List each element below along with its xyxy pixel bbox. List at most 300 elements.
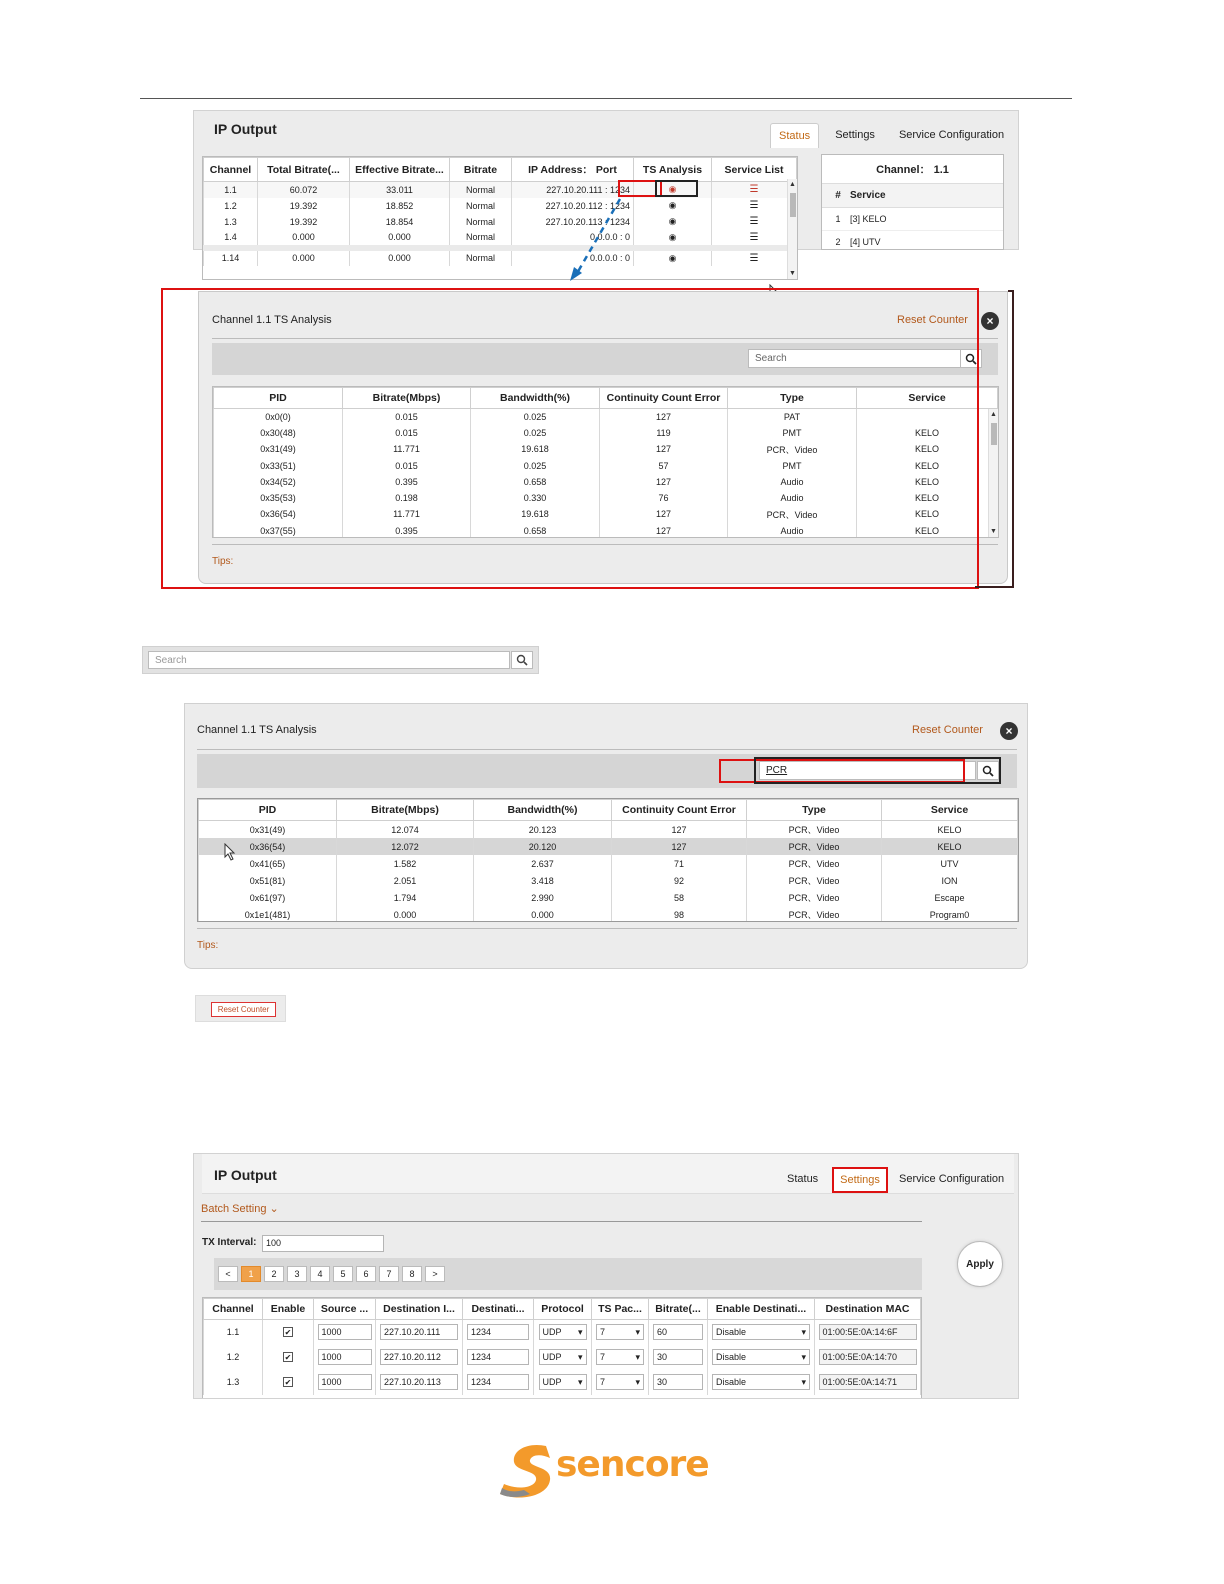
cell-total-bitrate: 0.000	[258, 248, 350, 266]
service-col-name: Service	[850, 190, 886, 201]
cell-cc-error: 127	[600, 506, 728, 523]
search-icon	[965, 353, 977, 365]
scroll-down-icon[interactable]: ▼	[990, 528, 997, 535]
mouse-cursor-icon	[224, 843, 236, 861]
cell-service: KELO	[882, 838, 1018, 855]
cell-type: PCR、Video	[747, 906, 882, 922]
list-icon[interactable]	[750, 184, 759, 194]
cell-service: UTV	[882, 855, 1018, 872]
protocol-select[interactable]	[539, 1349, 587, 1365]
cell-bitrate: Normal	[450, 230, 512, 248]
scroll-up-icon[interactable]: ▲	[990, 411, 997, 418]
enable-checkbox[interactable]	[283, 1377, 293, 1387]
col-bitrate[interactable]: Bitrate(...	[649, 1299, 708, 1320]
service-list-cell	[712, 248, 797, 266]
tab-service-configuration[interactable]: Service Configuration	[899, 1173, 1005, 1185]
cell-type: PCR、Video	[747, 889, 882, 906]
channel-table-scrollbar[interactable]	[787, 179, 797, 279]
reset-counter-link[interactable]: Reset Counter	[897, 314, 968, 326]
cell-cc-error: 127	[600, 409, 728, 425]
col-bitrate[interactable]: Bitrate(Mbps)	[343, 388, 471, 409]
settings-cell	[376, 1370, 463, 1395]
cell-pid: 0x31(49)	[199, 821, 337, 839]
cell-service: KELO	[857, 523, 998, 539]
col-bandwidth[interactable]: Bandwidth(%)	[474, 800, 612, 821]
page-button[interactable]: 4	[310, 1266, 330, 1282]
cell-bitrate: 0.198	[343, 490, 471, 506]
search-icon	[516, 654, 528, 666]
batch-setting-toggle[interactable]	[201, 1202, 279, 1215]
enable-destination-select[interactable]	[712, 1324, 810, 1340]
table-row[interactable]	[204, 198, 797, 214]
enable-checkbox[interactable]	[283, 1352, 293, 1362]
cell-type: PMT	[728, 458, 857, 474]
channel-table-wrap	[202, 156, 798, 280]
cell-pid: 0x61(97)	[199, 889, 337, 906]
source-port-input[interactable]: 1000	[318, 1374, 372, 1390]
scroll-thumb[interactable]	[991, 423, 997, 445]
cell-ip-port: 227.10.20.111 : 1234	[512, 182, 634, 198]
eye-icon[interactable]	[669, 184, 677, 194]
cell-cc-error: 98	[612, 906, 747, 922]
cell-bitrate: 0.015	[343, 458, 471, 474]
cell-pid: 0x31(49)	[214, 441, 343, 458]
cell-cc-error: 57	[600, 458, 728, 474]
tx-interval-label: TX Interval:	[202, 1237, 257, 1248]
settings-cell	[708, 1345, 815, 1370]
caret-down-icon	[578, 1377, 583, 1388]
table-row[interactable]	[199, 906, 1018, 922]
service-list-cell	[712, 182, 797, 198]
caret-down-icon	[635, 1377, 640, 1388]
popup-divider	[197, 749, 1017, 750]
table-row[interactable]	[214, 523, 998, 539]
protocol-select[interactable]	[539, 1324, 587, 1340]
caret-down-icon	[801, 1377, 806, 1388]
table-row[interactable]	[204, 182, 797, 198]
settings-cell	[463, 1320, 534, 1345]
protocol-select-value: UDP	[542, 1377, 562, 1387]
settings-cell	[463, 1370, 534, 1395]
table-row[interactable]	[199, 821, 1018, 839]
protocol-select-value: UDP	[542, 1327, 562, 1338]
search-button[interactable]	[960, 349, 982, 368]
cell-bandwidth: 0.025	[471, 425, 600, 441]
tab-service-configuration[interactable]: Service Configuration	[898, 129, 1005, 141]
settings-cell	[815, 1345, 921, 1370]
apply-button[interactable]: Apply	[957, 1241, 1003, 1287]
table-row[interactable]	[199, 889, 1018, 906]
cell-bitrate: 1.794	[337, 889, 474, 906]
cell-pid: 0x41(65)	[199, 855, 337, 872]
cell-ip-port: 0.0.0.0 : 0	[512, 230, 634, 248]
page-button[interactable]: 7	[379, 1266, 399, 1282]
caret-down-icon	[801, 1352, 806, 1363]
eye-icon[interactable]	[669, 232, 677, 242]
col-channel[interactable]: Channel	[204, 158, 258, 182]
cell-pid: 0x35(53)	[214, 490, 343, 506]
tx-interval-input[interactable]: 100	[262, 1235, 384, 1252]
settings-cell	[592, 1370, 649, 1395]
service-row[interactable]	[822, 231, 1003, 253]
service-name: [4] UTV	[850, 237, 881, 247]
pager-bar	[214, 1258, 922, 1290]
cell-cc-error: 76	[600, 490, 728, 506]
cell-service: KELO	[857, 425, 998, 441]
cell-channel: 1.14	[204, 248, 258, 266]
table-row[interactable]	[214, 409, 998, 425]
ts-packets-select[interactable]	[596, 1374, 644, 1390]
panel-title: IP Output	[214, 121, 277, 137]
cell-bitrate: 0.395	[343, 474, 471, 490]
cell-bitrate: Normal	[450, 248, 512, 266]
list-icon[interactable]	[750, 200, 759, 210]
col-enable-destination[interactable]: Enable Destinati...	[708, 1299, 815, 1320]
cell-pid: 0x36(54)	[214, 506, 343, 523]
ts-packets-select-value: 7	[600, 1377, 606, 1387]
page-button[interactable]: >	[425, 1266, 445, 1282]
cell-channel: 1.2	[204, 1345, 263, 1370]
pointer-arrow	[560, 195, 630, 285]
col-cc-error[interactable]: Continuity Count Error	[600, 388, 728, 409]
table-row[interactable]	[214, 506, 998, 523]
search-bar-snippet	[142, 646, 539, 674]
ts-analysis-cell	[634, 230, 712, 248]
cell-service: KELO	[857, 458, 998, 474]
tips-label: Tips:	[212, 556, 234, 567]
list-icon[interactable]	[750, 253, 759, 263]
search-button[interactable]	[511, 651, 533, 669]
reset-counter-button[interactable]: Reset Counter	[211, 1002, 276, 1017]
cell-type: PCR、Video	[747, 838, 882, 855]
col-effective-bitrate[interactable]: Effective Bitrate...	[350, 158, 450, 182]
cell-total-bitrate: 0.000	[258, 230, 350, 248]
col-source[interactable]: Source ...	[314, 1299, 376, 1320]
cell-bitrate: Normal	[450, 198, 512, 214]
ts-packets-select-value: 7	[600, 1352, 606, 1362]
page-button[interactable]: 3	[287, 1266, 307, 1282]
destination-ip-input[interactable]: 227.10.20.113	[380, 1374, 458, 1390]
section-divider	[201, 1221, 922, 1222]
close-icon[interactable]: ×	[1000, 722, 1018, 740]
cell-service: Escape	[882, 889, 1018, 906]
page-button[interactable]: 6	[356, 1266, 376, 1282]
popup-title: Channel 1.1 TS Analysis	[197, 724, 317, 736]
settings-cell	[534, 1370, 592, 1395]
settings-cell	[534, 1345, 592, 1370]
reset-counter-snippet	[195, 995, 286, 1022]
ts-analysis-cell	[634, 182, 712, 198]
cell-type: PCR、Video	[747, 872, 882, 889]
search-input[interactable]: Search	[748, 349, 961, 368]
table-row[interactable]	[214, 490, 998, 506]
tips-label: Tips:	[197, 940, 219, 951]
cell-pid: 0x33(51)	[214, 458, 343, 474]
reset-counter-link[interactable]: Reset Counter	[912, 724, 983, 736]
col-service[interactable]: Service	[857, 388, 998, 409]
cell-ip-port: 0.0.0.0 : 0	[512, 248, 634, 266]
col-destination-ip[interactable]: Destination I...	[376, 1299, 463, 1320]
scroll-up-icon[interactable]: ▲	[789, 181, 796, 188]
settings-cell	[708, 1370, 815, 1395]
cell-ip-port: 227.10.20.113 : 1234	[512, 214, 634, 230]
ts-analysis-cell	[634, 248, 712, 266]
cell-bandwidth: 0.330	[471, 490, 600, 506]
frame-edge	[1008, 290, 1014, 588]
col-type[interactable]: Type	[747, 800, 882, 821]
bitrate-input[interactable]: 30	[653, 1374, 703, 1390]
table-row[interactable]	[204, 1345, 921, 1370]
cell-channel: 1.2	[204, 198, 258, 214]
col-total-bitrate[interactable]: Total Bitrate(...	[258, 158, 350, 182]
batch-setting-label: Batch Setting	[201, 1203, 267, 1215]
cell-bandwidth: 20.123	[474, 821, 612, 839]
cell-type: PCR、Video	[728, 506, 857, 523]
cell-bandwidth: 2.637	[474, 855, 612, 872]
cell-cc-error: 127	[600, 523, 728, 539]
service-col-index: #	[835, 190, 841, 201]
ts-packets-select[interactable]	[596, 1349, 644, 1365]
sencore-s-mark-icon	[498, 1440, 558, 1498]
pid-table	[198, 799, 1018, 922]
cell-type: PCR、Video	[747, 821, 882, 839]
pid-table-scrollbar[interactable]	[988, 409, 998, 537]
close-icon[interactable]: ×	[981, 312, 999, 330]
settings-cell	[708, 1320, 815, 1345]
tab-bar	[770, 123, 1012, 148]
cell-total-bitrate: 60.072	[258, 182, 350, 198]
popup-title: Channel 1.1 TS Analysis	[212, 314, 332, 326]
caret-down-icon	[578, 1327, 583, 1338]
col-pid[interactable]: PID	[199, 800, 337, 821]
col-enable[interactable]: Enable	[263, 1299, 314, 1320]
service-index: 1	[835, 214, 841, 224]
cell-type: Audio	[728, 523, 857, 539]
list-icon[interactable]	[750, 216, 759, 226]
cell-service: KELO	[882, 821, 1018, 839]
table-row[interactable]	[204, 1370, 921, 1395]
destination-ip-input[interactable]: 227.10.20.111	[380, 1324, 458, 1340]
cell-enable	[263, 1345, 314, 1370]
search-button[interactable]	[977, 761, 999, 780]
enable-destination-select[interactable]	[712, 1374, 810, 1390]
enable-destination-select-value: Disable	[716, 1352, 747, 1362]
eye-icon[interactable]	[669, 253, 677, 263]
cell-bandwidth: 20.120	[474, 838, 612, 855]
chevron-down-icon: ⌄	[269, 1203, 279, 1215]
settings-cell	[649, 1345, 708, 1370]
settings-cell	[592, 1345, 649, 1370]
source-port-input[interactable]: 1000	[318, 1324, 372, 1340]
cell-cc-error: 127	[600, 474, 728, 490]
sencore-wordmark: sencore	[556, 1444, 709, 1485]
cell-effective-bitrate: 0.000	[350, 230, 450, 248]
protocol-select[interactable]	[539, 1374, 587, 1390]
cell-channel: 1.1	[204, 182, 258, 198]
settings-cell	[649, 1320, 708, 1345]
cell-pid: 0x30(48)	[214, 425, 343, 441]
cell-service	[857, 409, 998, 425]
cell-service: Program0	[882, 906, 1018, 922]
tab-status[interactable]: Status	[787, 1173, 819, 1185]
panel-header	[202, 1154, 1014, 1194]
table-row[interactable]	[204, 248, 797, 266]
page-button[interactable]: 5	[333, 1266, 353, 1282]
cell-cc-error: 71	[612, 855, 747, 872]
cell-cc-error: 127	[600, 441, 728, 458]
table-row[interactable]	[214, 441, 998, 458]
cell-type: Audio	[728, 490, 857, 506]
destination-mac-input[interactable]: 01:00:5E:0A:14:71	[819, 1374, 917, 1390]
cell-channel: 1.3	[204, 1370, 263, 1395]
col-destination-mac[interactable]: Destination MAC	[815, 1299, 921, 1320]
table-row[interactable]	[214, 425, 998, 441]
table-row[interactable]	[204, 230, 797, 248]
ts-analysis-popup	[198, 291, 1008, 584]
destination-port-input[interactable]: 1234	[467, 1374, 529, 1390]
settings-cell	[314, 1345, 376, 1370]
search-input[interactable]: Search	[148, 651, 510, 669]
enable-destination-select[interactable]	[712, 1349, 810, 1365]
cell-ip-port: 227.10.20.112 : 1234	[512, 198, 634, 214]
col-bandwidth[interactable]: Bandwidth(%)	[471, 388, 600, 409]
cell-cc-error: 127	[612, 838, 747, 855]
cell-bitrate: Normal	[450, 214, 512, 230]
cell-enable	[263, 1320, 314, 1345]
col-protocol[interactable]: Protocol	[534, 1299, 592, 1320]
pid-table	[213, 387, 998, 538]
cell-service: KELO	[857, 441, 998, 458]
col-bitrate[interactable]: Bitrate	[450, 158, 512, 182]
cell-service: KELO	[857, 474, 998, 490]
bitrate-input[interactable]: 60	[653, 1324, 703, 1340]
ip-output-settings-panel	[193, 1153, 1019, 1399]
cell-service: KELO	[857, 506, 998, 523]
col-type[interactable]: Type	[728, 388, 857, 409]
caret-down-icon	[635, 1327, 640, 1338]
destination-ip-input[interactable]: 227.10.20.112	[380, 1349, 458, 1365]
destination-mac-input[interactable]: 01:00:5E:0A:14:70	[819, 1349, 917, 1365]
scroll-thumb[interactable]	[790, 193, 796, 217]
cell-pid: 0x37(55)	[214, 523, 343, 539]
cell-cc-error: 127	[612, 821, 747, 839]
table-row[interactable]	[204, 1320, 921, 1345]
cell-pid: 0x36(54)	[199, 838, 337, 855]
cell-bandwidth: 19.618	[471, 506, 600, 523]
cell-bitrate: Normal	[450, 182, 512, 198]
page-button[interactable]: <	[218, 1266, 238, 1282]
cell-type: PMT	[728, 425, 857, 441]
eye-icon[interactable]	[669, 200, 677, 210]
cell-pid: 0x51(81)	[199, 872, 337, 889]
table-row[interactable]	[199, 872, 1018, 889]
col-ts-analysis[interactable]: TS Analysis	[634, 158, 712, 182]
source-port-input[interactable]: 1000	[318, 1349, 372, 1365]
settings-cell	[463, 1345, 534, 1370]
settings-table	[203, 1298, 921, 1395]
list-icon[interactable]	[750, 232, 759, 242]
popup-divider	[212, 338, 998, 339]
settings-cell	[592, 1320, 649, 1345]
pid-table-wrap	[212, 386, 999, 538]
col-destination-port[interactable]: Destinati...	[463, 1299, 534, 1320]
scroll-down-icon[interactable]: ▼	[789, 270, 796, 277]
col-cc-error[interactable]: Continuity Count Error	[612, 800, 747, 821]
table-row[interactable]	[199, 855, 1018, 872]
cell-channel: 1.4	[204, 230, 258, 248]
search-input[interactable]: PCR	[759, 761, 976, 780]
settings-table-wrap	[202, 1297, 922, 1399]
service-row[interactable]	[822, 208, 1003, 231]
cell-channel: 1.1	[204, 1320, 263, 1345]
col-ip-port[interactable]: IP Address： Port	[512, 158, 634, 182]
col-channel[interactable]: Channel	[204, 1299, 263, 1320]
destination-mac-input[interactable]: 01:00:5E:0A:14:6F	[819, 1324, 917, 1340]
destination-port-input[interactable]: 1234	[467, 1349, 529, 1365]
tab-settings[interactable]: Settings	[832, 1167, 888, 1193]
col-service-list[interactable]: Service List	[712, 158, 797, 182]
cell-channel: 1.3	[204, 214, 258, 230]
settings-cell	[376, 1345, 463, 1370]
caret-down-icon	[801, 1327, 806, 1338]
frame-edge	[975, 586, 1014, 588]
ts-packets-select[interactable]	[596, 1324, 644, 1340]
enable-destination-select-value: Disable	[716, 1377, 747, 1387]
destination-port-input[interactable]: 1234	[467, 1324, 529, 1340]
table-row[interactable]	[204, 214, 797, 230]
cell-bandwidth: 0.000	[474, 906, 612, 922]
panel-title: IP Output	[214, 1167, 277, 1183]
tab-settings[interactable]: Settings	[835, 129, 875, 141]
cell-type: PCR、Video	[728, 441, 857, 458]
cell-bandwidth: 3.418	[474, 872, 612, 889]
cell-bitrate: 0.015	[343, 409, 471, 425]
col-pid[interactable]: PID	[214, 388, 343, 409]
enable-checkbox[interactable]	[283, 1327, 293, 1337]
settings-cell	[815, 1320, 921, 1345]
table-row[interactable]	[199, 838, 1018, 855]
bitrate-input[interactable]: 30	[653, 1349, 703, 1365]
caret-down-icon	[635, 1352, 640, 1363]
cell-service: KELO	[857, 490, 998, 506]
cell-enable	[263, 1370, 314, 1395]
cell-pid: 0x0(0)	[214, 409, 343, 425]
service-list-cell	[712, 198, 797, 214]
caret-down-icon	[578, 1352, 583, 1363]
settings-cell	[314, 1320, 376, 1345]
protocol-select-value: UDP	[542, 1352, 562, 1362]
cell-effective-bitrate: 33.011	[350, 182, 450, 198]
cell-bitrate: 0.395	[343, 523, 471, 539]
cell-bitrate: 12.074	[337, 821, 474, 839]
cell-bandwidth: 2.990	[474, 889, 612, 906]
cell-effective-bitrate: 0.000	[350, 248, 450, 266]
table-row[interactable]	[214, 474, 998, 490]
tab-status[interactable]: Status	[770, 123, 819, 148]
col-bitrate[interactable]: Bitrate(Mbps)	[337, 800, 474, 821]
cell-bandwidth: 0.025	[471, 458, 600, 474]
page-button[interactable]: 8	[402, 1266, 422, 1282]
table-row[interactable]	[214, 458, 998, 474]
cell-type: Audio	[728, 474, 857, 490]
col-ts-packets[interactable]: TS Pac...	[592, 1299, 649, 1320]
page-button[interactable]: 1	[241, 1266, 261, 1282]
eye-icon[interactable]	[669, 216, 677, 226]
page-button[interactable]: 2	[264, 1266, 284, 1282]
col-service[interactable]: Service	[882, 800, 1018, 821]
cell-type: PCR、Video	[747, 855, 882, 872]
cell-bandwidth: 0.658	[471, 523, 600, 539]
